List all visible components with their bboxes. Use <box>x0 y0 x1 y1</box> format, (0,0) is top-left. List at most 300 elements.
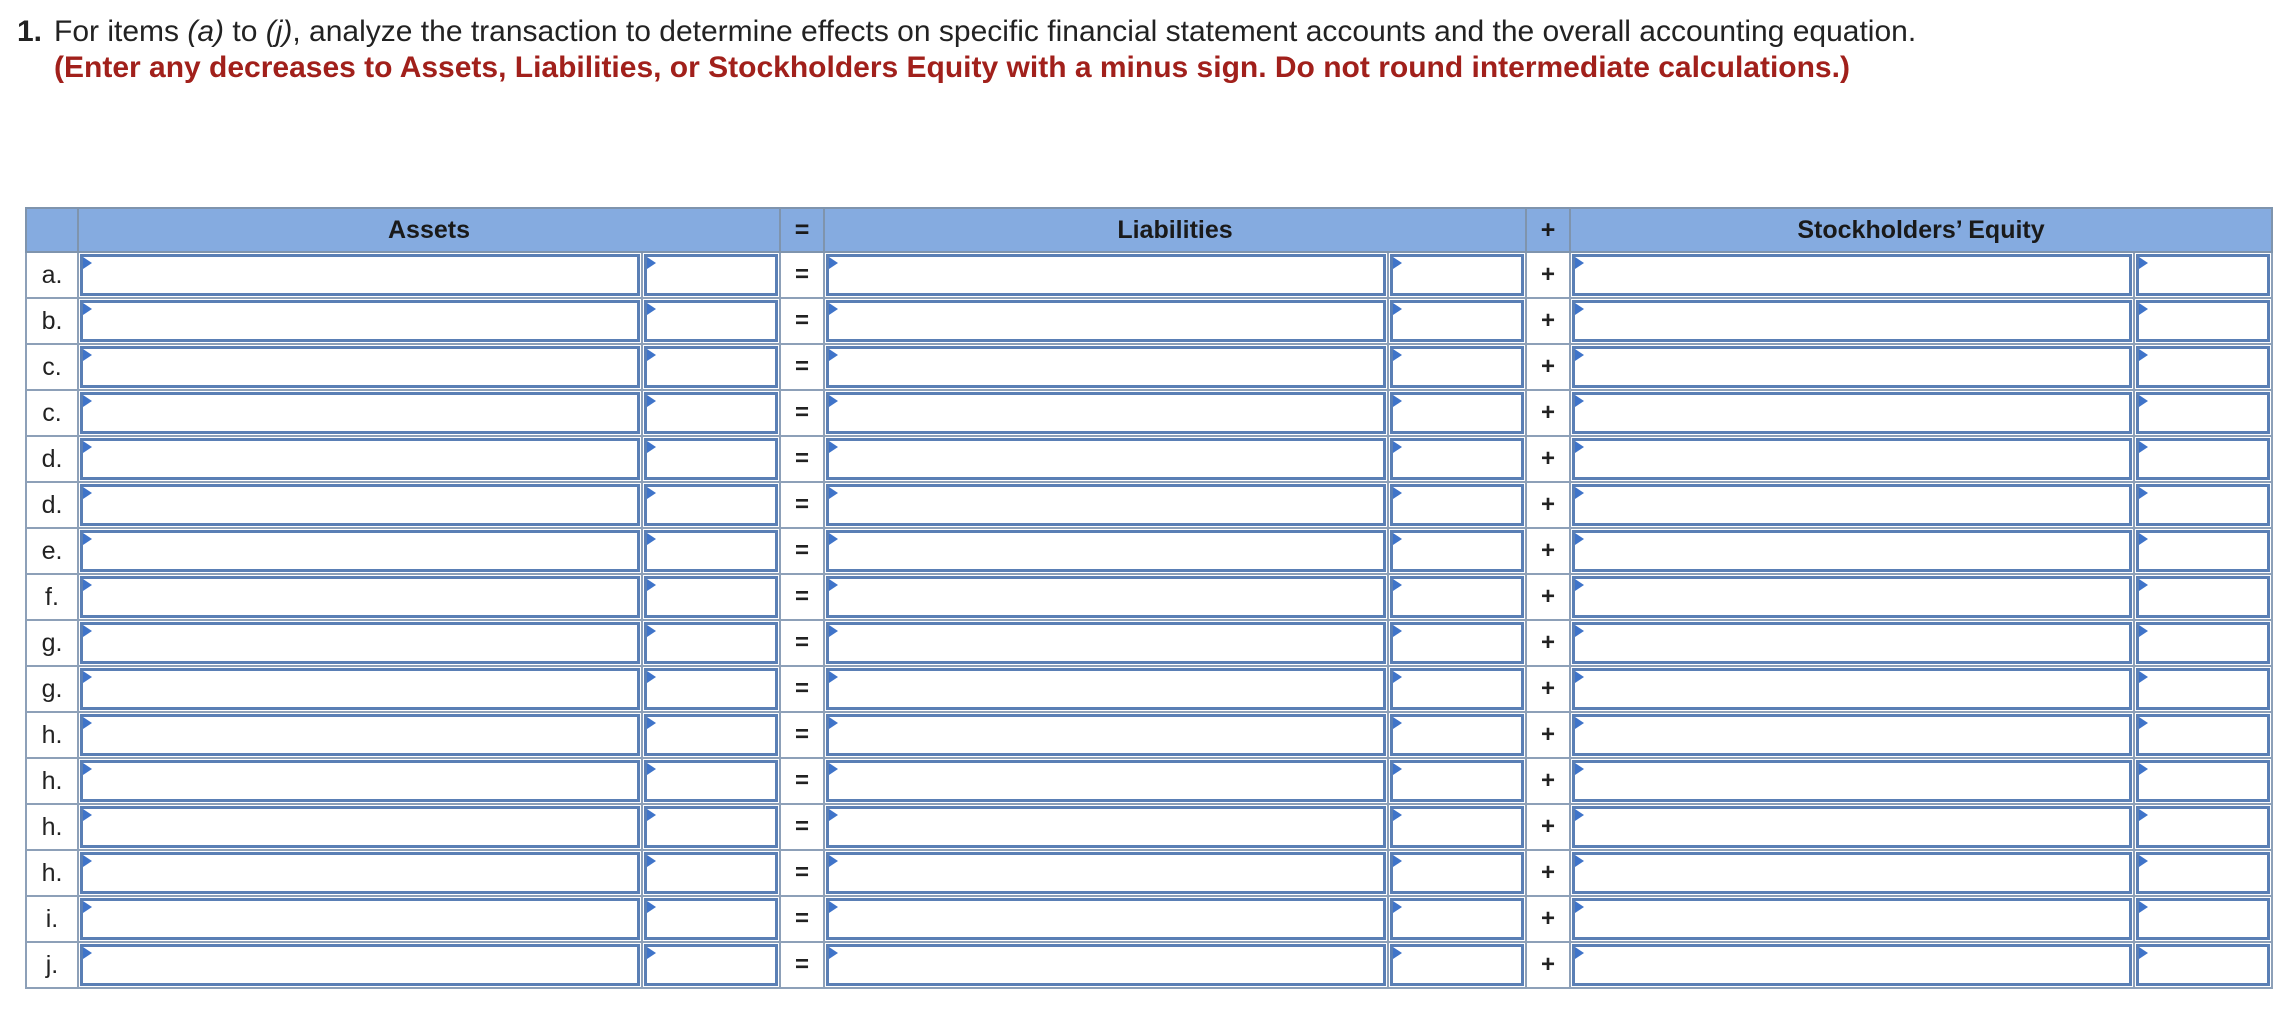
plus-sign: + <box>1526 666 1570 712</box>
liabilities-account-select[interactable] <box>826 714 1386 756</box>
table-row <box>26 712 2272 758</box>
equity-account-select[interactable] <box>1572 806 2132 848</box>
equals-sign: = <box>780 942 824 988</box>
assets-amount-input[interactable] <box>644 760 778 802</box>
dropdown-marker-icon <box>829 487 838 499</box>
table-row <box>26 620 2272 666</box>
dropdown-marker-icon <box>1393 625 1402 637</box>
liabilities-account-select-cell <box>824 666 1388 712</box>
equity-account-select-cell <box>1570 482 2134 528</box>
header-label-cell <box>26 208 78 252</box>
row-label: b. <box>26 298 78 344</box>
dropdown-marker-icon <box>83 487 92 499</box>
equity-account-select-cell <box>1570 850 2134 896</box>
assets-amount-input[interactable] <box>644 300 778 342</box>
assets-account-select-cell <box>78 344 642 390</box>
assets-account-select[interactable] <box>80 484 640 526</box>
row-label: g. <box>26 620 78 666</box>
row-label: h. <box>26 712 78 758</box>
dropdown-marker-icon <box>647 441 656 453</box>
equity-amount-input[interactable] <box>2136 760 2270 802</box>
assets-amount-input-cell <box>642 298 780 344</box>
assets-account-select[interactable] <box>80 254 640 296</box>
equity-amount-input[interactable] <box>2136 944 2270 986</box>
question-text-part1: For items <box>54 15 188 48</box>
equity-account-select[interactable] <box>1572 760 2132 802</box>
liabilities-amount-input-cell <box>1388 896 1526 942</box>
item-j-ref: (j) <box>265 15 293 48</box>
plus-sign: + <box>1526 344 1570 390</box>
assets-account-select[interactable] <box>80 898 640 940</box>
equity-amount-input-cell <box>2134 758 2272 804</box>
assets-account-select[interactable] <box>80 944 640 986</box>
plus-sign: + <box>1526 758 1570 804</box>
assets-account-select[interactable] <box>80 852 640 894</box>
dropdown-marker-icon <box>2139 303 2148 315</box>
liabilities-amount-input-cell <box>1388 620 1526 666</box>
equals-sign: = <box>780 528 824 574</box>
plus-sign: + <box>1526 896 1570 942</box>
equity-account-select[interactable] <box>1572 852 2132 894</box>
liabilities-amount-input[interactable] <box>1390 484 1524 526</box>
dropdown-marker-icon <box>647 303 656 315</box>
liabilities-amount-input[interactable] <box>1390 806 1524 848</box>
assets-amount-input[interactable] <box>644 438 778 480</box>
dropdown-marker-icon <box>829 763 838 775</box>
equity-account-select-cell <box>1570 896 2134 942</box>
equity-account-select-cell <box>1570 666 2134 712</box>
equity-account-select[interactable] <box>1572 346 2132 388</box>
dropdown-marker-icon <box>829 625 838 637</box>
liabilities-amount-input-cell <box>1388 942 1526 988</box>
assets-amount-input-cell <box>642 344 780 390</box>
liabilities-account-select[interactable] <box>826 852 1386 894</box>
equity-amount-input[interactable] <box>2136 484 2270 526</box>
equals-sign: = <box>780 436 824 482</box>
liabilities-amount-input[interactable] <box>1390 852 1524 894</box>
dropdown-marker-icon <box>83 901 92 913</box>
dropdown-marker-icon <box>1393 533 1402 545</box>
assets-account-select-cell <box>78 574 642 620</box>
dropdown-marker-icon <box>829 901 838 913</box>
dropdown-marker-icon <box>829 303 838 315</box>
row-label: j. <box>26 942 78 988</box>
equity-amount-input[interactable] <box>2136 530 2270 572</box>
assets-account-select[interactable] <box>80 300 640 342</box>
assets-amount-input[interactable] <box>644 806 778 848</box>
dropdown-marker-icon <box>1393 579 1402 591</box>
dropdown-marker-icon <box>1393 303 1402 315</box>
header-stockholders-equity: Stockholders’ Equity <box>1570 208 2272 252</box>
liabilities-account-select-cell <box>824 528 1388 574</box>
dropdown-marker-icon <box>647 349 656 361</box>
assets-amount-input[interactable] <box>644 576 778 618</box>
liabilities-amount-input[interactable] <box>1390 622 1524 664</box>
dropdown-marker-icon <box>1575 671 1584 683</box>
question-prompt <box>17 14 1917 86</box>
dropdown-marker-icon <box>1393 717 1402 729</box>
liabilities-amount-input-cell <box>1388 712 1526 758</box>
row-label: g. <box>26 666 78 712</box>
equity-account-select[interactable] <box>1572 576 2132 618</box>
assets-amount-input-cell <box>642 712 780 758</box>
liabilities-amount-input-cell <box>1388 390 1526 436</box>
assets-amount-input[interactable] <box>644 714 778 756</box>
liabilities-amount-input-cell <box>1388 252 1526 298</box>
assets-amount-input[interactable] <box>644 898 778 940</box>
equals-sign: = <box>780 758 824 804</box>
equity-amount-input[interactable] <box>2136 438 2270 480</box>
dropdown-marker-icon <box>2139 487 2148 499</box>
liabilities-amount-input[interactable] <box>1390 254 1524 296</box>
liabilities-account-select[interactable] <box>826 530 1386 572</box>
equity-amount-input[interactable] <box>2136 254 2270 296</box>
liabilities-account-select[interactable] <box>826 484 1386 526</box>
dropdown-marker-icon <box>83 303 92 315</box>
assets-amount-input-cell <box>642 390 780 436</box>
assets-account-select-cell <box>78 942 642 988</box>
equity-amount-input-cell <box>2134 390 2272 436</box>
plus-sign: + <box>1526 850 1570 896</box>
table-row <box>26 850 2272 896</box>
equity-account-select-cell <box>1570 298 2134 344</box>
equity-amount-input-cell <box>2134 482 2272 528</box>
dropdown-marker-icon <box>829 349 838 361</box>
assets-amount-input[interactable] <box>644 530 778 572</box>
liabilities-account-select-cell <box>824 620 1388 666</box>
plus-sign: + <box>1526 574 1570 620</box>
liabilities-account-select-cell <box>824 758 1388 804</box>
equity-amount-input-cell <box>2134 896 2272 942</box>
liabilities-account-select[interactable] <box>826 576 1386 618</box>
table-row <box>26 896 2272 942</box>
assets-amount-input-cell <box>642 942 780 988</box>
instruction-text: (Enter any decreases to Assets, Liabilities, or Stockholders Equity with a minus sign. Do not round intermediate calculations.) <box>54 51 1850 84</box>
header-equals: = <box>780 208 824 252</box>
equity-amount-input[interactable] <box>2136 392 2270 434</box>
dropdown-marker-icon <box>829 717 838 729</box>
row-label: h. <box>26 850 78 896</box>
assets-amount-input[interactable] <box>644 484 778 526</box>
liabilities-account-select-cell <box>824 298 1388 344</box>
assets-account-select-cell <box>78 482 642 528</box>
dropdown-marker-icon <box>2139 671 2148 683</box>
assets-amount-input-cell <box>642 850 780 896</box>
dropdown-marker-icon <box>1575 441 1584 453</box>
assets-amount-input[interactable] <box>644 668 778 710</box>
plus-sign: + <box>1526 390 1570 436</box>
row-label: e. <box>26 528 78 574</box>
equals-sign: = <box>780 344 824 390</box>
assets-account-select[interactable] <box>80 806 640 848</box>
dropdown-marker-icon <box>83 625 92 637</box>
liabilities-amount-input-cell <box>1388 482 1526 528</box>
equity-amount-input[interactable] <box>2136 300 2270 342</box>
dropdown-marker-icon <box>1575 349 1584 361</box>
equals-sign: = <box>780 712 824 758</box>
liabilities-account-select[interactable] <box>826 346 1386 388</box>
dropdown-marker-icon <box>2139 625 2148 637</box>
liabilities-amount-input[interactable] <box>1390 898 1524 940</box>
assets-amount-input-cell <box>642 896 780 942</box>
dropdown-marker-icon <box>1575 717 1584 729</box>
liabilities-account-select[interactable] <box>826 806 1386 848</box>
equity-account-select-cell <box>1570 528 2134 574</box>
liabilities-account-select-cell <box>824 896 1388 942</box>
dropdown-marker-icon <box>647 855 656 867</box>
dropdown-marker-icon <box>1393 395 1402 407</box>
assets-account-select[interactable] <box>80 530 640 572</box>
liabilities-amount-input-cell <box>1388 528 1526 574</box>
dropdown-marker-icon <box>647 533 656 545</box>
dropdown-marker-icon <box>1393 901 1402 913</box>
equity-account-select-cell <box>1570 344 2134 390</box>
assets-account-select-cell <box>78 666 642 712</box>
liabilities-amount-input[interactable] <box>1390 530 1524 572</box>
assets-account-select-cell <box>78 896 642 942</box>
dropdown-marker-icon <box>83 717 92 729</box>
equity-account-select-cell <box>1570 390 2134 436</box>
dropdown-marker-icon <box>1575 303 1584 315</box>
equity-account-select[interactable] <box>1572 944 2132 986</box>
dropdown-marker-icon <box>83 855 92 867</box>
assets-amount-input[interactable] <box>644 254 778 296</box>
table-row <box>26 436 2272 482</box>
question-number: 1. <box>17 15 43 48</box>
plus-sign: + <box>1526 252 1570 298</box>
liabilities-account-select[interactable] <box>826 254 1386 296</box>
liabilities-account-select-cell <box>824 712 1388 758</box>
assets-account-select-cell <box>78 804 642 850</box>
liabilities-amount-input-cell <box>1388 298 1526 344</box>
liabilities-amount-input[interactable] <box>1390 944 1524 986</box>
assets-account-select[interactable] <box>80 622 640 664</box>
table-row <box>26 390 2272 436</box>
equity-account-select-cell <box>1570 712 2134 758</box>
assets-amount-input-cell <box>642 252 780 298</box>
assets-amount-input-cell <box>642 620 780 666</box>
equity-amount-input[interactable] <box>2136 622 2270 664</box>
equity-amount-input-cell <box>2134 850 2272 896</box>
equity-amount-input[interactable] <box>2136 576 2270 618</box>
liabilities-amount-input[interactable] <box>1390 576 1524 618</box>
assets-account-select[interactable] <box>80 346 640 388</box>
equity-amount-input-cell <box>2134 804 2272 850</box>
dropdown-marker-icon <box>1393 763 1402 775</box>
equity-account-select[interactable] <box>1572 622 2132 664</box>
liabilities-account-select-cell <box>824 344 1388 390</box>
dropdown-marker-icon <box>83 947 92 959</box>
liabilities-amount-input[interactable] <box>1390 760 1524 802</box>
liabilities-amount-input[interactable] <box>1390 392 1524 434</box>
equity-account-select-cell <box>1570 758 2134 804</box>
dropdown-marker-icon <box>829 533 838 545</box>
dropdown-marker-icon <box>829 671 838 683</box>
liabilities-amount-input-cell <box>1388 436 1526 482</box>
table-row <box>26 942 2272 988</box>
header-liabilities: Liabilities <box>824 208 1526 252</box>
equity-amount-input[interactable] <box>2136 346 2270 388</box>
dropdown-marker-icon <box>2139 901 2148 913</box>
table-row <box>26 528 2272 574</box>
assets-account-select[interactable] <box>80 438 640 480</box>
question-text-part3: , analyze the transaction to determine effects on specific financial statement accounts and the overall accounting equation. <box>292 15 1917 48</box>
dropdown-marker-icon <box>647 257 656 269</box>
liabilities-account-select[interactable] <box>826 760 1386 802</box>
dropdown-marker-icon <box>2139 349 2148 361</box>
liabilities-amount-input[interactable] <box>1390 714 1524 756</box>
plus-sign: + <box>1526 942 1570 988</box>
equity-amount-input[interactable] <box>2136 898 2270 940</box>
equity-amount-input[interactable] <box>2136 714 2270 756</box>
equity-account-select-cell <box>1570 620 2134 666</box>
equity-amount-input-cell <box>2134 712 2272 758</box>
assets-account-select-cell <box>78 390 642 436</box>
equals-sign: = <box>780 298 824 344</box>
dropdown-marker-icon <box>1393 349 1402 361</box>
equals-sign: = <box>780 804 824 850</box>
equity-account-select[interactable] <box>1572 392 2132 434</box>
dropdown-marker-icon <box>829 947 838 959</box>
equity-amount-input[interactable] <box>2136 852 2270 894</box>
equity-amount-input-cell <box>2134 252 2272 298</box>
assets-amount-input[interactable] <box>644 346 778 388</box>
assets-amount-input-cell <box>642 666 780 712</box>
dropdown-marker-icon <box>83 395 92 407</box>
equity-account-select[interactable] <box>1572 254 2132 296</box>
dropdown-marker-icon <box>1393 947 1402 959</box>
header-assets: Assets <box>78 208 780 252</box>
assets-amount-input-cell <box>642 758 780 804</box>
dropdown-marker-icon <box>647 947 656 959</box>
equity-amount-input[interactable] <box>2136 806 2270 848</box>
equity-account-select-cell <box>1570 804 2134 850</box>
assets-account-select[interactable] <box>80 760 640 802</box>
dropdown-marker-icon <box>829 257 838 269</box>
plus-sign: + <box>1526 436 1570 482</box>
table-row <box>26 344 2272 390</box>
equity-account-select[interactable] <box>1572 300 2132 342</box>
row-label: f. <box>26 574 78 620</box>
plus-sign: + <box>1526 712 1570 758</box>
dropdown-marker-icon <box>829 855 838 867</box>
table-header-row <box>26 208 2272 252</box>
dropdown-marker-icon <box>2139 717 2148 729</box>
assets-account-select-cell <box>78 758 642 804</box>
row-label: h. <box>26 758 78 804</box>
equity-account-select[interactable] <box>1572 668 2132 710</box>
equals-sign: = <box>780 390 824 436</box>
liabilities-account-select[interactable] <box>826 300 1386 342</box>
liabilities-account-select[interactable] <box>826 392 1386 434</box>
dropdown-marker-icon <box>1575 533 1584 545</box>
dropdown-marker-icon <box>2139 947 2148 959</box>
liabilities-account-select-cell <box>824 574 1388 620</box>
liabilities-account-select[interactable] <box>826 438 1386 480</box>
dropdown-marker-icon <box>1393 855 1402 867</box>
liabilities-account-select-cell <box>824 942 1388 988</box>
liabilities-amount-input[interactable] <box>1390 300 1524 342</box>
equity-account-select[interactable] <box>1572 438 2132 480</box>
assets-account-select[interactable] <box>80 714 640 756</box>
liabilities-account-select-cell <box>824 390 1388 436</box>
assets-amount-input-cell <box>642 528 780 574</box>
dropdown-marker-icon <box>2139 809 2148 821</box>
assets-amount-input[interactable] <box>644 392 778 434</box>
dropdown-marker-icon <box>1393 441 1402 453</box>
dropdown-marker-icon <box>1393 257 1402 269</box>
liabilities-amount-input[interactable] <box>1390 668 1524 710</box>
assets-amount-input-cell <box>642 436 780 482</box>
dropdown-marker-icon <box>83 441 92 453</box>
equity-account-select[interactable] <box>1572 898 2132 940</box>
liabilities-amount-input-cell <box>1388 574 1526 620</box>
dropdown-marker-icon <box>1575 947 1584 959</box>
liabilities-account-select-cell <box>824 482 1388 528</box>
assets-account-select[interactable] <box>80 392 640 434</box>
liabilities-amount-input[interactable] <box>1390 438 1524 480</box>
dropdown-marker-icon <box>83 671 92 683</box>
assets-account-select-cell <box>78 620 642 666</box>
row-label: c. <box>26 344 78 390</box>
equals-sign: = <box>780 896 824 942</box>
equity-amount-input-cell <box>2134 344 2272 390</box>
liabilities-account-select[interactable] <box>826 944 1386 986</box>
plus-sign: + <box>1526 804 1570 850</box>
dropdown-marker-icon <box>647 809 656 821</box>
assets-amount-input[interactable] <box>644 622 778 664</box>
liabilities-amount-input-cell <box>1388 758 1526 804</box>
accounting-equation-table <box>25 207 2273 989</box>
equity-amount-input-cell <box>2134 666 2272 712</box>
liabilities-amount-input-cell <box>1388 804 1526 850</box>
dropdown-marker-icon <box>1575 579 1584 591</box>
dropdown-marker-icon <box>83 533 92 545</box>
equity-account-select[interactable] <box>1572 530 2132 572</box>
dropdown-marker-icon <box>647 625 656 637</box>
dropdown-marker-icon <box>2139 579 2148 591</box>
item-a-ref: (a) <box>187 15 225 48</box>
assets-account-select[interactable] <box>80 668 640 710</box>
row-label: h. <box>26 804 78 850</box>
equity-account-select[interactable] <box>1572 484 2132 526</box>
assets-account-select-cell <box>78 850 642 896</box>
dropdown-marker-icon <box>2139 533 2148 545</box>
dropdown-marker-icon <box>1575 395 1584 407</box>
liabilities-account-select[interactable] <box>826 622 1386 664</box>
equity-amount-input-cell <box>2134 436 2272 482</box>
liabilities-amount-input[interactable] <box>1390 346 1524 388</box>
table-body <box>26 252 2272 988</box>
assets-amount-input[interactable] <box>644 852 778 894</box>
question-text-part2: to <box>224 15 266 48</box>
assets-amount-input-cell <box>642 574 780 620</box>
dropdown-marker-icon <box>83 809 92 821</box>
liabilities-amount-input-cell <box>1388 344 1526 390</box>
equity-amount-input[interactable] <box>2136 668 2270 710</box>
equity-account-select[interactable] <box>1572 714 2132 756</box>
assets-account-select[interactable] <box>80 576 640 618</box>
dropdown-marker-icon <box>1393 487 1402 499</box>
equity-account-select-cell <box>1570 942 2134 988</box>
liabilities-account-select[interactable] <box>826 898 1386 940</box>
equity-amount-input-cell <box>2134 942 2272 988</box>
dropdown-marker-icon <box>1575 901 1584 913</box>
liabilities-account-select[interactable] <box>826 668 1386 710</box>
assets-amount-input[interactable] <box>644 944 778 986</box>
equals-sign: = <box>780 620 824 666</box>
equity-amount-input-cell <box>2134 298 2272 344</box>
